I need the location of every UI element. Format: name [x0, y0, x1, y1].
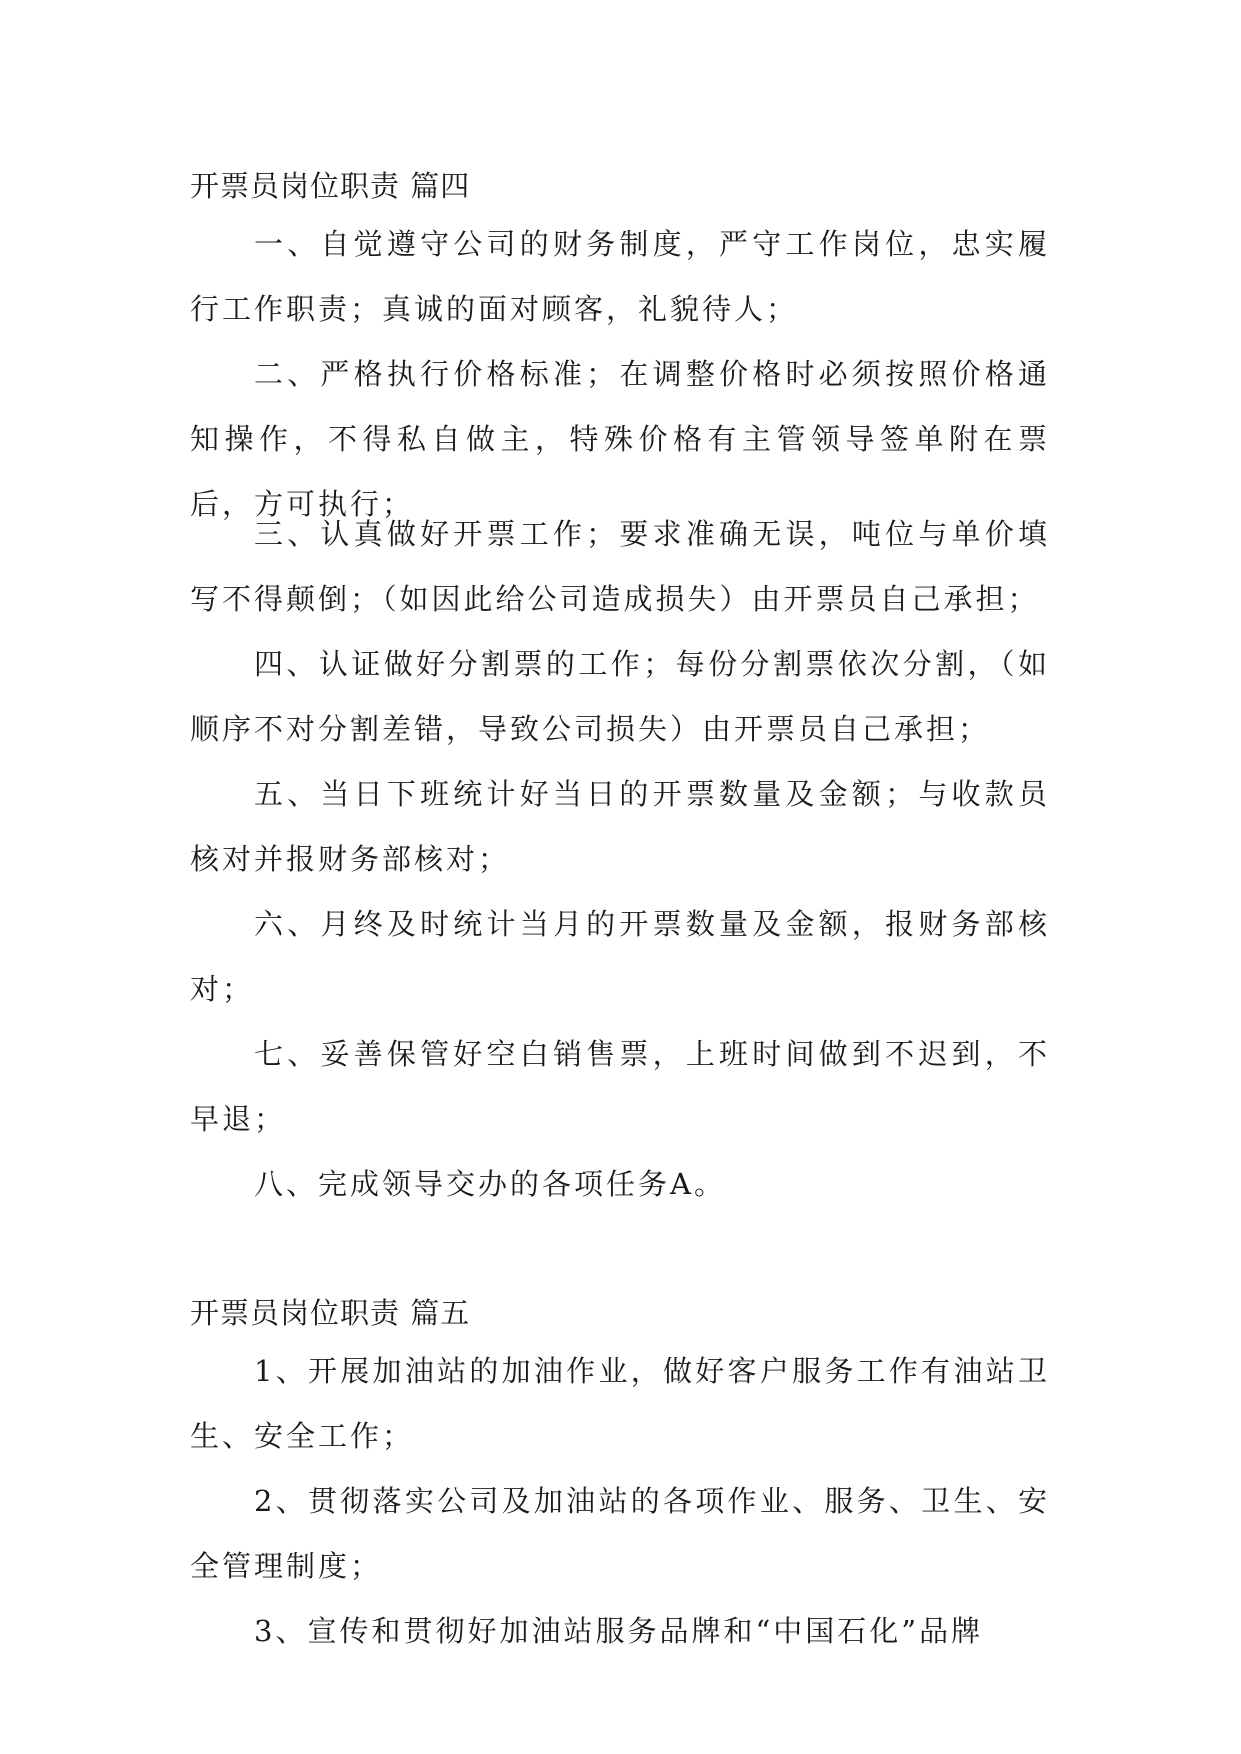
paragraph-4-1: 一、自觉遵守公司的财务制度，严守工作岗位，忠实履行工作职责；真诚的面对顾客，礼貌待人； [190, 227, 1050, 326]
section-title-5: 开票员岗位职责 篇五 [190, 1296, 471, 1330]
paragraph-5-3: 3、宣传和贯彻好加油站服务品牌和“中国石化”品牌 [254, 1614, 984, 1648]
paragraph-4-6: 六、月终及时统计当月的开票数量及金额，报财务部核对； [190, 907, 1050, 1006]
paragraph-4-3: 三、认真做好开票工作；要求准确无误，吨位与单价填写不得颠倒；（如因此给公司造成损失）由开票员自己承担； [190, 517, 1050, 616]
section-title-4: 开票员岗位职责 篇四 [190, 169, 471, 203]
paragraph-4-2: 二、严格执行价格标准；在调整价格时必须按照价格通知操作，不得私自做主，特殊价格有主管领导签单附在票后，方可执行； [190, 357, 1050, 521]
paragraph-4-8: 八、完成领导交办的各项任务A。 [254, 1167, 726, 1201]
paragraph-5-1: 1、开展加油站的加油作业，做好客户服务工作有油站卫生、安全工作； [190, 1354, 1050, 1453]
paragraph-4-5: 五、当日下班统计好当日的开票数量及金额；与收款员核对并报财务部核对； [190, 777, 1050, 876]
paragraph-4-7: 七、妥善保管好空白销售票，上班时间做到不迟到，不早退； [190, 1037, 1050, 1136]
paragraph-5-2: 2、贯彻落实公司及加油站的各项作业、服务、卫生、安全管理制度； [190, 1484, 1050, 1583]
paragraph-4-4: 四、认证做好分割票的工作；每份分割票依次分割，（如顺序不对分割差错，导致公司损失）由开票员自己承担； [190, 647, 1050, 746]
